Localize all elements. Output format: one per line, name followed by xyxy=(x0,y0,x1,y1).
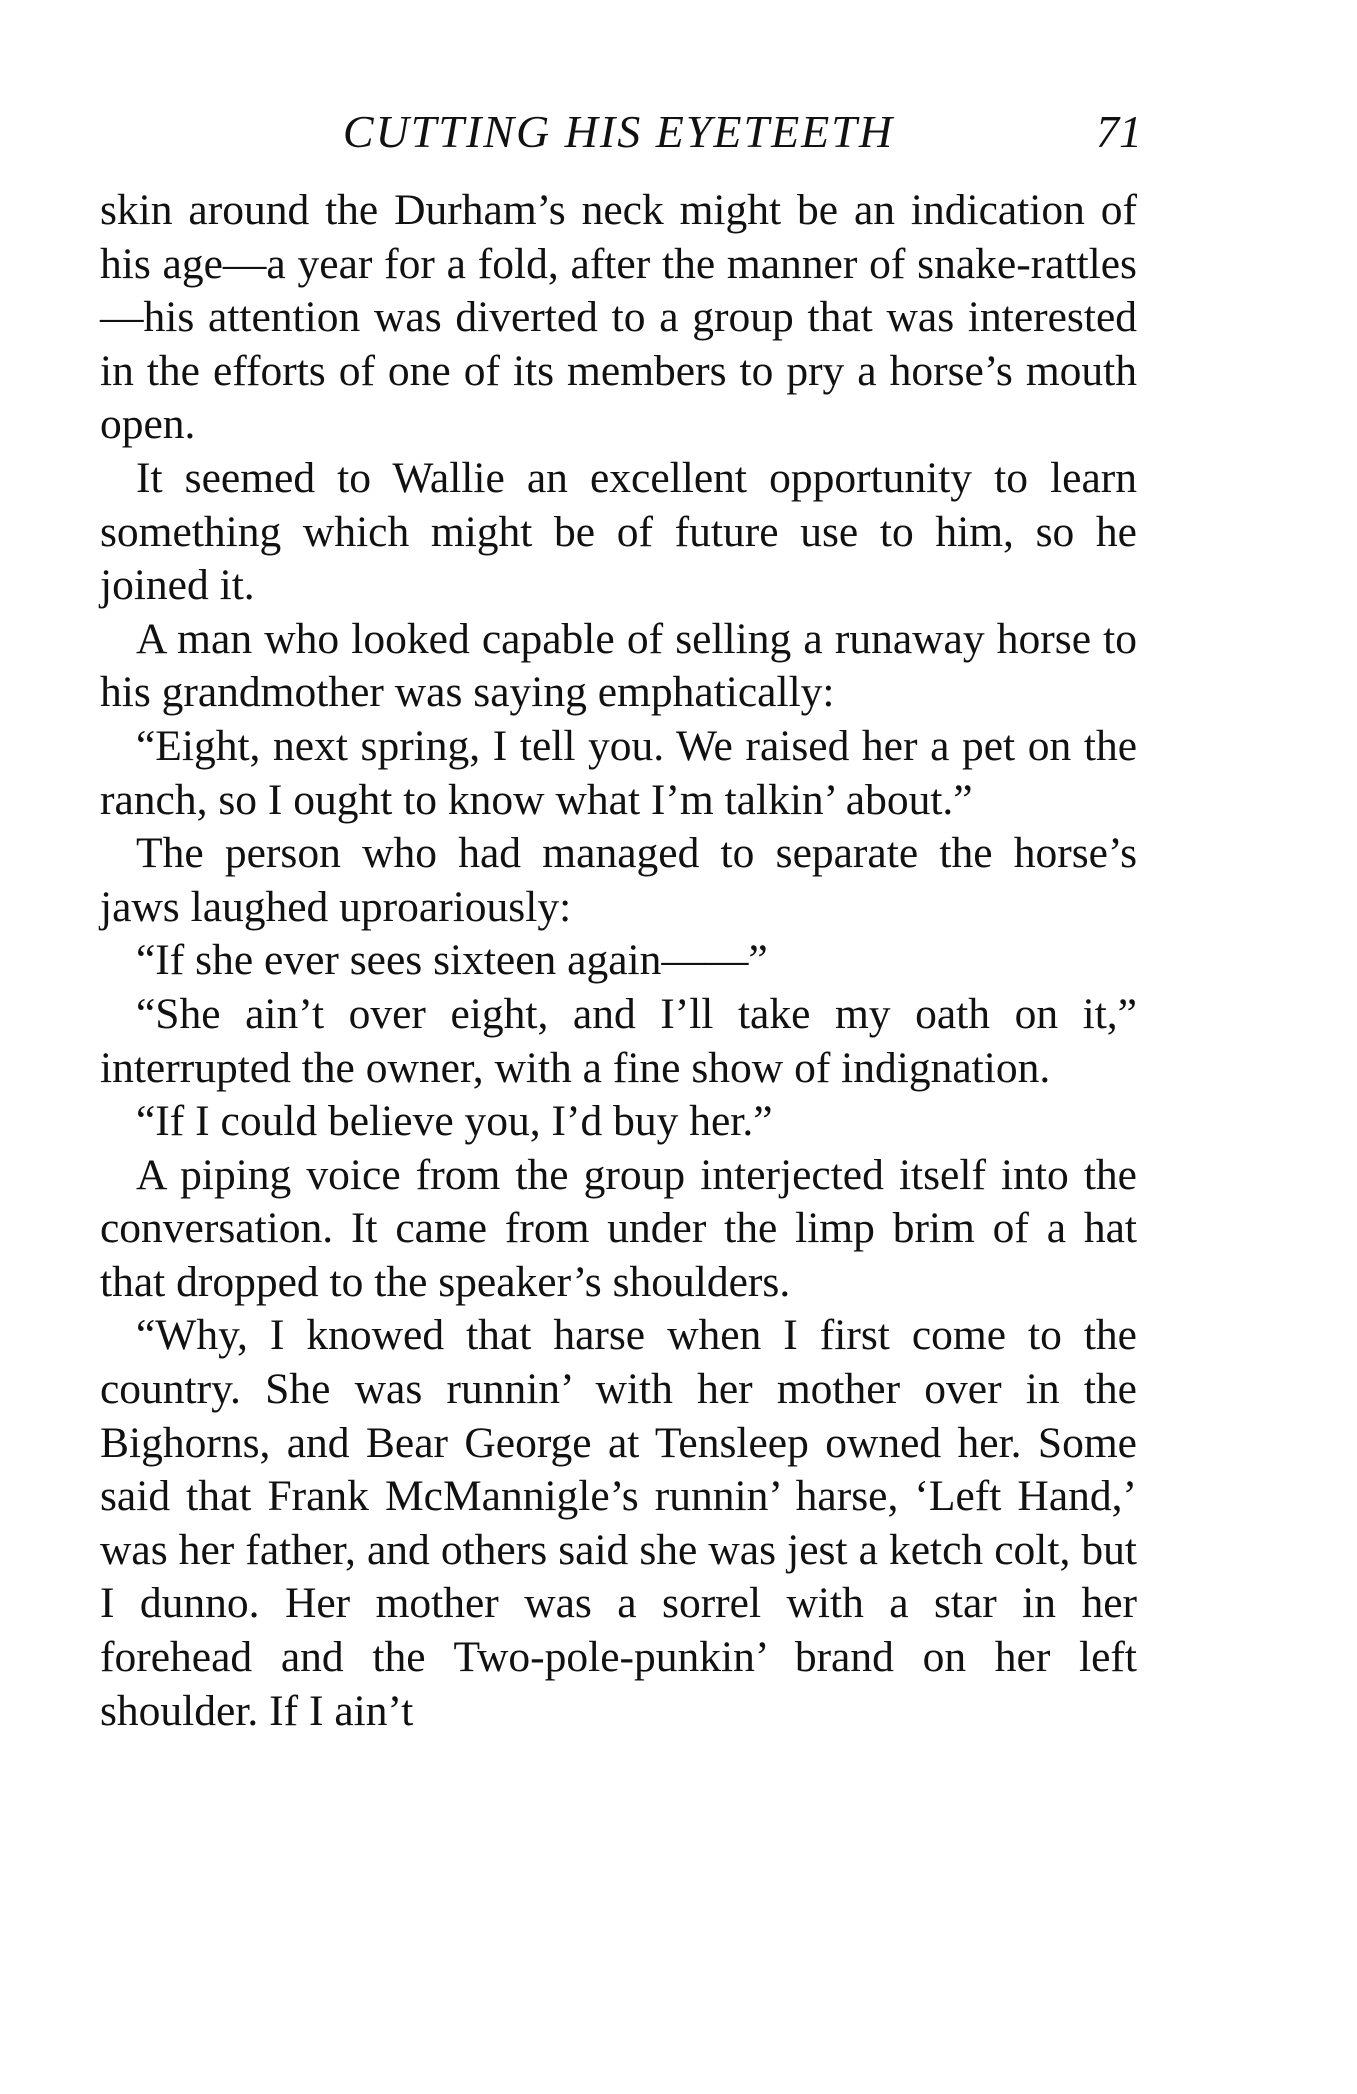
paragraph: “Eight, next spring, I tell you. We raised her a pet on the ranch, so I ought to know what I’m talkin’ about.” xyxy=(100,721,1137,824)
running-head xyxy=(100,100,1142,164)
paragraph: “If she ever sees sixteen again——” xyxy=(136,936,768,985)
paragraph: The person who had managed to separate the horse’s jaws laughed uproariously: xyxy=(100,829,1137,931)
body-text xyxy=(100,184,1137,1738)
paragraph: “Why, I knowed that harse when I first come to the country. She was runnin’ with her mother over in the Bighorns, and Bear George at Tensleep owned her. Some said that Frank McMannigle’s runnin’ harse, ‘Left Hand,’ was her father, and others said she was jest a ketch colt, but I dunno. Her mother was a sorrel with a star in her forehead and the Two-pole-punkin’ brand on her left shoulder. If I ain’t xyxy=(100,1311,1137,1735)
page-number: 71 xyxy=(1096,106,1142,157)
paragraph: A man who looked capable of selling a runaway horse to his grandmother was saying emphatically: xyxy=(100,614,1137,717)
running-title: CUTTING HIS EYETEETH xyxy=(342,106,895,157)
paragraph: “If I could believe you, I’d buy her.” xyxy=(136,1097,773,1146)
paragraph: It seemed to Wallie an excellent opportunity to learn something which might be of future use to him, so he joined it. xyxy=(100,453,1137,610)
paragraph: A piping voice from the group interjected itself into the conversation. It came from under the limp brim of a hat that dropped to the speaker’s shoulders. xyxy=(100,1150,1137,1306)
paragraph: “She ain’t over eight, and I’ll take my oath on it,” interrupted the owner, with a fine show of indignation. xyxy=(100,989,1137,1092)
paragraph: skin around the Durham’s neck might be an indication of his age—a year for a fold, after the manner of snake-rattles—his attention was diverted to a group that was interested in the efforts of one of its members to pry a horse’s mouth open. xyxy=(100,186,1137,449)
